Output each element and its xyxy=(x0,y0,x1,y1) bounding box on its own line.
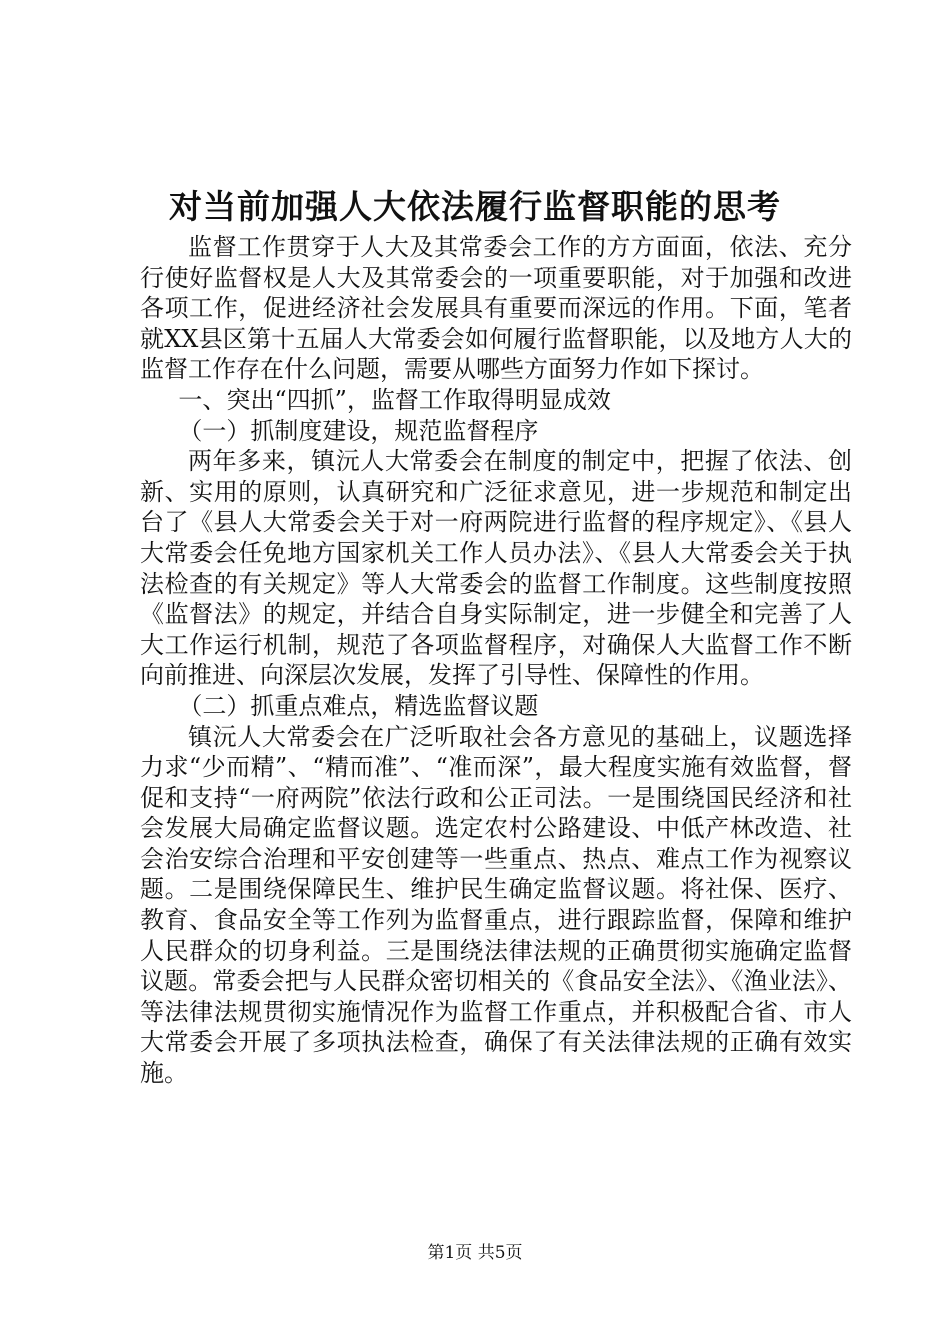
subsection-heading-1: （一）抓制度建设，规范监督程序 xyxy=(178,416,539,445)
document-body xyxy=(140,232,852,1089)
intro-paragraph: 监督工作贯穿于人大及其常委会工作的方方面面，依法、充分行使好监督权是人大及其常委会的一项重要职能，对于加强和改进各项工作，促进经济社会发展具有重要而深远的作用。下面，笔者就XX县区第十五届人大常委会如何履行监督职能，以及地方人大的监督工作存在什么问题，需要从哪些方面努力作如下探讨。 xyxy=(140,233,852,384)
body-paragraph-2: 镇沅人大常委会在广泛听取社会各方意见的基础上，议题选择力求“少而精”、“精而准”、“准而深”，最大程度实施有效监督，督促和支持“一府两院”依法行政和公正司法。一是围绕国民经济和社会发展大局确定监督议题。选定农村公路建设、中低产林改造、社会治安综合治理和平安创建等一些重点、热点、难点工作为视察议题。二是围绕保障民生、维护民生确定监督议题。将社保、医疗、教育、食品安全等工作列为监督重点，进行跟踪监督，保障和维护人民群众的切身利益。三是围绕法律法规的正确贯彻实施确定监督议题。常委会把与人民群众密切相关的《食品安全法》、《渔业法》、等法律法规贯彻实施情况作为监督工作重点，并积极配合省、市人大常委会开展了多项执法检查，确保了有关法律法规的正确有效实施。 xyxy=(140,722,852,1088)
section-heading-1: 一、突出“四抓”，监督工作取得明显成效 xyxy=(178,385,611,414)
body-paragraph-1: 两年多来，镇沅人大常委会在制度的制定中，把握了依法、创新、实用的原则，认真研究和广泛征求意见，进一步规范和制定出台了《县人大常委会关于对一府两院进行监督的程序规定》、《县人大常委会任免地方国家机关工作人员办法》、《县人大常委会关于执法检查的有关规定》等人大常委会的监督工作制度。这些制度按照《监督法》的规定，并结合自身实际制定，进一步健全和完善了人大工作运行机制，规范了各项监督程序，对确保人大监督工作不断向前推进、向深层次发展，发挥了引导性、保障性的作用。 xyxy=(140,447,852,690)
page-footer: 第1页 共5页 xyxy=(427,1243,523,1263)
subsection-heading-2: （二）抓重点难点，精选监督议题 xyxy=(178,691,539,720)
document-title: 对当前加强人大依法履行监督职能的思考 xyxy=(169,187,781,226)
